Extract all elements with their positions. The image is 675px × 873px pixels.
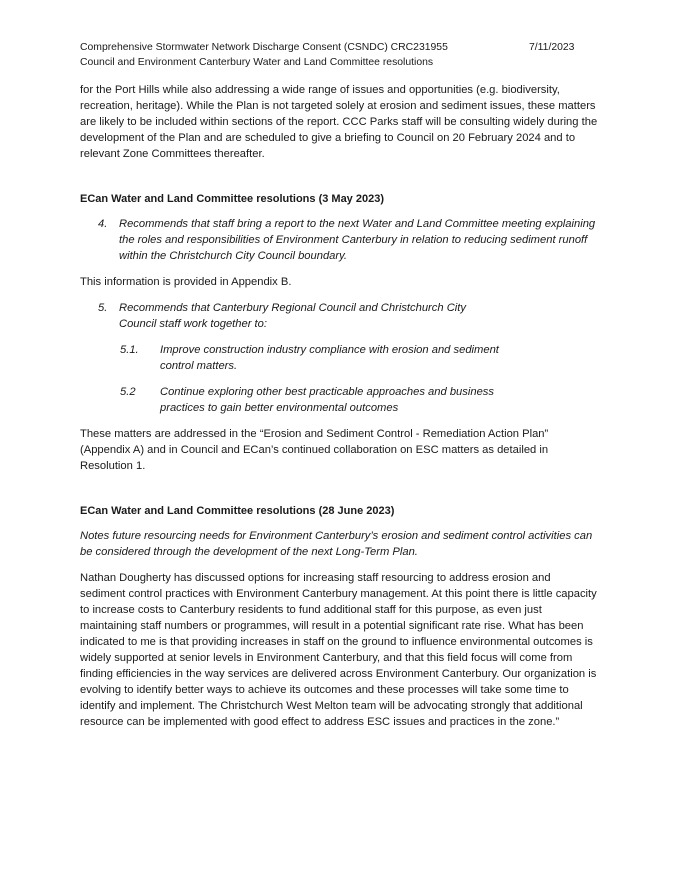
resolution-5-2 — [120, 384, 598, 416]
subitem-text: Improve construction industry compliance with erosion and sediment control matters. — [160, 344, 499, 372]
subitem-text: Continue exploring other best practicable approaches and business practices to gain better environmental outcomes — [160, 386, 494, 414]
resolution-4 — [98, 216, 598, 264]
section-heading-3-may: ECan Water and Land Committee resolutions (3 May 2023) — [80, 193, 384, 205]
resolution-text: Recommends that staff bring a report to the next Water and Land Committee meeting explaining the roles and responsibilities of Environment Canterbury in relation to reducing sediment runoff within the Christchurch City Council boundary. — [119, 218, 596, 262]
section2-body: Nathan Dougherty has discussed options for increasing staff resourcing to address erosion and sediment control practices with Environment Canterbury management. At this point there is little capacity to increase costs to Canterbury residents to fund additional staff for this purpose, as even just maintaining staff numbers or programmes, will result in a potential significant rate rise. What has been indicated to me is that providing increases in staff on the ground to influence environmental outcomes is widely supported at senior levels in Environment Canterbury, and that this field focus will come from finding efficiencies in the way services are delivered across Environment Canterbury. Our organization is evolving to identify better ways to achieve its outcomes and these processes will take some time to identify and implement. The Christchurch West Melton team will be advocating strongly that additional resource can be implemented with good effect to address ESC issues and practices in the zone.” — [80, 572, 597, 728]
section-heading-28-june: ECan Water and Land Committee resolutions (28 June 2023) — [80, 505, 395, 517]
section1-closing: These matters are addressed in the “Erosion and Sediment Control - Remediation Action Plan” (Appendix A) and in Council and ECan’s continued collaboration on ESC matters as detailed in Resolution 1. — [80, 428, 549, 472]
appendix-note: This information is provided in Appendix B. — [80, 276, 292, 288]
resolution-5-1 — [120, 342, 598, 374]
resolution-number: 4. — [98, 218, 108, 230]
resolution-text: Recommends that Canterbury Regional Council and Christchurch City Council staff work together to: — [119, 302, 466, 330]
header-title-line2: Council and Environment Canterbury Water and Land Committee resolutions — [80, 57, 434, 68]
document-body — [80, 82, 598, 740]
intro-paragraph: for the Port Hills while also addressing a wide range of issues and opportunities (e.g. biodiversity, recreation, heritage). While the Plan is not targeted solely at erosion and sediment issues, these matters are likely to be included within sections of the report. CCC Parks staff will be consulting widely during the development of the Plan and are scheduled to give a briefing to Council on 20 February 2024 and to relevant Zone Committees thereafter. — [80, 84, 598, 160]
section2-italic-note: Notes future resourcing needs for Environment Canterbury’s erosion and sediment control activities can be considered through the development of the next Long-Term Plan. — [80, 530, 593, 558]
resolution-number: 5. — [98, 302, 108, 314]
resolution-5 — [98, 300, 598, 332]
subitem-number: 5.1. — [120, 344, 139, 356]
subitem-number: 5.2 — [120, 386, 136, 398]
header-date: 7/11/2023 — [529, 42, 575, 53]
page-header — [80, 40, 580, 70]
header-title-line1: Comprehensive Stormwater Network Discharge Consent (CSNDC) CRC231955 — [80, 42, 448, 53]
